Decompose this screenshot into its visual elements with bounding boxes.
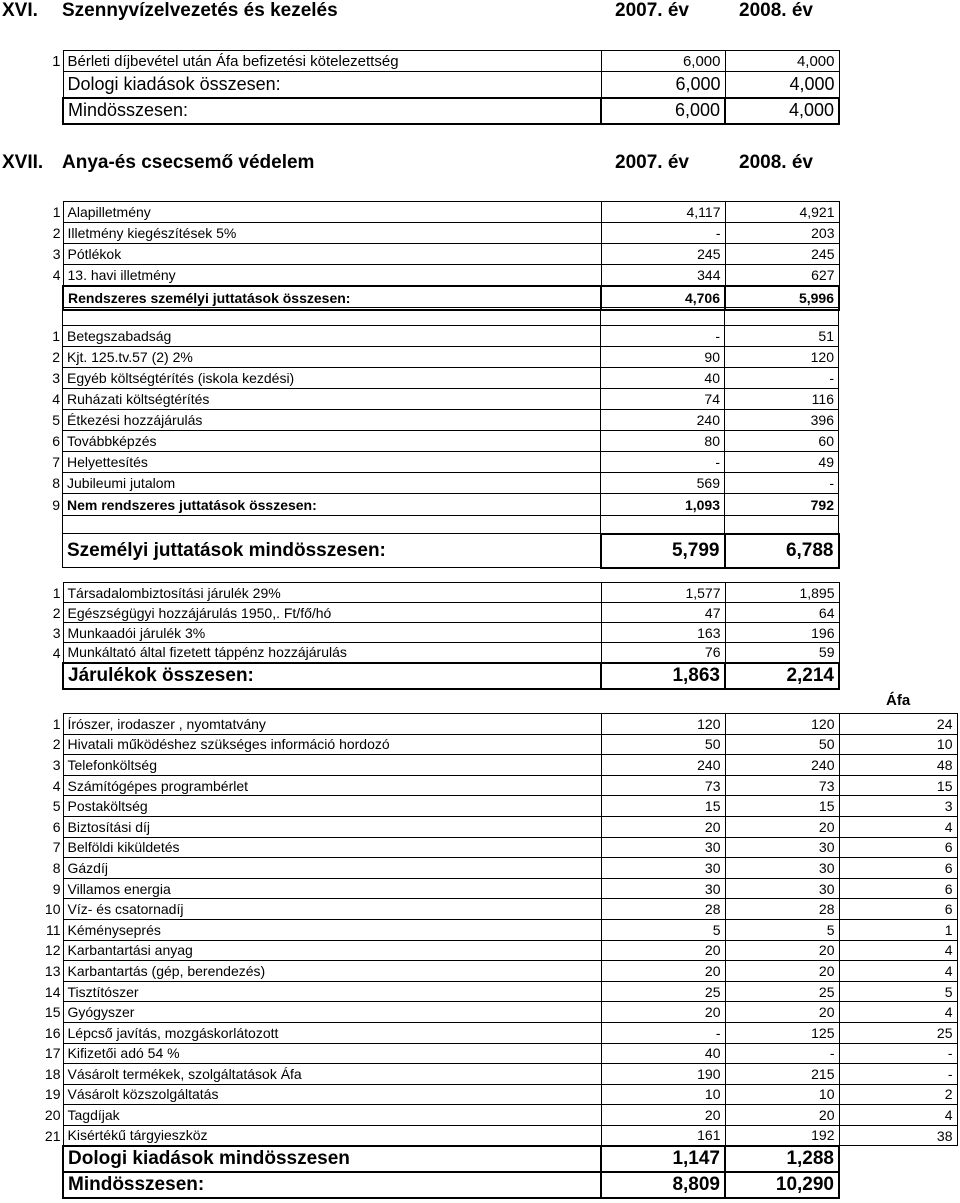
row-label: Belföldi kiküldetés: [63, 837, 601, 858]
value-afa: 4: [839, 940, 957, 961]
rendszeres-total-label: Rendszeres személyi juttatások összesen:: [63, 286, 601, 310]
table-row: [16, 940, 957, 961]
value-2008: 59: [725, 643, 839, 663]
value-2007: 30: [601, 837, 725, 858]
table-row: [16, 816, 957, 837]
value-2008: 64: [725, 603, 839, 623]
value-afa: 48: [839, 755, 957, 776]
row-label: Kjt. 125.tv.57 (2) 2%: [63, 347, 601, 368]
value-2008: -: [725, 368, 839, 389]
szemelyi-total-2008: 6,788: [725, 534, 839, 568]
row-number: 15: [44, 1004, 61, 1021]
value-2008: -: [725, 1043, 839, 1064]
row-label: Karbantartási anyag: [63, 940, 601, 961]
value-2008: 30: [725, 837, 839, 858]
row-number: 4: [52, 777, 61, 794]
row-label: Helyettesítés: [63, 452, 601, 473]
row-number: 14: [44, 983, 61, 1000]
row-label: Írószer, irodaszer , nyomtatvány: [63, 714, 601, 735]
value-2007: 73: [601, 775, 725, 796]
row-label: 13. havi illetmény: [63, 265, 601, 286]
value-2008: 30: [725, 858, 839, 879]
table-row: [16, 1064, 957, 1085]
value-2007: 90: [601, 347, 725, 368]
value-2007: 25: [601, 981, 725, 1002]
row-number: 3: [52, 370, 60, 386]
value-2008: 10: [725, 1084, 839, 1105]
value-2007: 15: [601, 796, 725, 817]
row-number: 21: [44, 1127, 61, 1144]
value-2007: 240: [601, 410, 725, 431]
table-row: [16, 410, 839, 431]
row-label: Kéményseprés: [63, 919, 601, 940]
row-label: Egyéb költségtérítés (iskola kezdési): [63, 368, 601, 389]
row-label: Kifizetői adó 54 %: [63, 1043, 601, 1064]
value-2007: 30: [601, 858, 725, 879]
row-number: 3: [52, 246, 61, 262]
value-2007: 74: [601, 389, 725, 410]
value-afa: 4: [839, 1002, 957, 1023]
szemelyi-total-label: Személyi juttatások mindösszesen:: [63, 534, 601, 568]
value-afa: 15: [839, 775, 957, 796]
value-2008: 30: [725, 878, 839, 899]
value-2007: 163: [601, 623, 725, 643]
dologi-total-2007: 1,147: [601, 1146, 725, 1172]
rendszeres-total-2007: 4,706: [601, 286, 725, 310]
value-2007: 344: [601, 265, 725, 286]
value-2007: 245: [601, 244, 725, 265]
row-label: Társadalombiztosítási járulék 29%: [63, 583, 601, 603]
value-2007: -: [601, 1022, 725, 1043]
table-row: [16, 1043, 957, 1064]
value-2007: 120: [601, 714, 725, 735]
jarulekok-total-label: Járulékok összesen:: [63, 663, 601, 689]
value-2007: 50: [601, 734, 725, 755]
table-row: [16, 1022, 957, 1043]
value-2008: 116: [725, 389, 839, 410]
value-2007: 20: [601, 816, 725, 837]
value-2007: 20: [601, 961, 725, 982]
value-afa: 6: [839, 858, 957, 879]
value-2007: 1,577: [601, 583, 725, 603]
table-row: [16, 878, 957, 899]
row-label: Vásárolt közszolgáltatás: [63, 1084, 601, 1105]
value-2008: 20: [725, 1002, 839, 1023]
szemelyi-total-2007: 5,799: [601, 534, 725, 568]
value-2008: 49: [725, 452, 839, 473]
value-2008: 627: [725, 265, 839, 286]
row-label: Kisértékű tárgyieszköz: [63, 1125, 601, 1146]
value-2008: 120: [725, 347, 839, 368]
value-afa: 4: [839, 1105, 957, 1126]
value-afa: 38: [839, 1125, 957, 1146]
row-label: Bérleti díjbevétel után Áfa befizetési kötelezettség: [63, 51, 601, 72]
table-row: [16, 265, 839, 286]
rendszeres-table: [16, 201, 840, 311]
section-16-year-2007: 2007. év: [615, 0, 689, 21]
row-number: 2: [52, 736, 61, 753]
value-afa: 6: [839, 899, 957, 920]
row-number: 7: [52, 454, 60, 470]
table-row: [16, 368, 839, 389]
row-number: 10: [44, 901, 61, 918]
row-label: Számítógépes programbérlet: [63, 775, 601, 796]
value-2008: 396: [725, 410, 839, 431]
table-row: [16, 961, 957, 982]
afa-header: Áfa: [886, 692, 911, 709]
value-afa: 4: [839, 816, 957, 837]
table-row: [16, 796, 957, 817]
value-2008: -: [725, 473, 839, 494]
table-row: [16, 1125, 957, 1146]
value-afa: 10: [839, 734, 957, 755]
row-number: 8: [52, 475, 60, 491]
jarulekok-total-2007: 1,863: [601, 663, 725, 689]
row-number: 1: [52, 715, 61, 732]
row-number: 12: [44, 942, 61, 959]
value-2007: 6,000: [601, 51, 725, 72]
value-2008: 4,921: [725, 202, 839, 223]
value-afa: 1: [839, 919, 957, 940]
row-number: 5: [52, 798, 61, 815]
row-label: Betegszabadság: [63, 326, 601, 347]
value-2007: 569: [601, 473, 725, 494]
mind-total-2007: 6,000: [601, 98, 725, 124]
value-2007: 10: [601, 1084, 725, 1105]
row-label: Tagdíjak: [63, 1105, 601, 1126]
row-number: 9: [52, 496, 60, 513]
value-2008: 203: [725, 223, 839, 244]
section-17-year-2008: 2008. év: [739, 152, 813, 173]
row-label: Vásárolt termékek, szolgáltatások Áfa: [63, 1064, 601, 1085]
value-afa: 6: [839, 837, 957, 858]
value-2008: 25: [725, 981, 839, 1002]
row-label: Hivatali működéshez szükséges információ hordozó: [63, 734, 601, 755]
value-2008: 4,000: [725, 51, 839, 72]
value-afa: -: [839, 1064, 957, 1085]
table-row: [16, 1105, 957, 1126]
row-number: 6: [52, 433, 60, 449]
dologi-total-label: Dologi kiadások összesen:: [63, 72, 601, 98]
row-label: Gyógyszer: [63, 1002, 601, 1023]
row-number: 4: [52, 391, 60, 407]
value-afa: 4: [839, 961, 957, 982]
row-number: 2: [52, 225, 61, 241]
value-2008: 28: [725, 899, 839, 920]
table-row: [16, 981, 957, 1002]
value-2008: 60: [725, 431, 839, 452]
row-label: Karbantartás (gép, berendezés): [63, 961, 601, 982]
table-row: [16, 899, 957, 920]
value-afa: 24: [839, 714, 957, 735]
table-row: [16, 623, 839, 643]
table-row: [16, 755, 957, 776]
value-2008: 73: [725, 775, 839, 796]
row-label: Villamos energia: [63, 878, 601, 899]
value-2007: 40: [601, 368, 725, 389]
value-2007: 28: [601, 899, 725, 920]
table-row: [16, 1002, 957, 1023]
row-number: 11: [45, 921, 61, 938]
row-number: 13: [44, 962, 61, 979]
dologi-total-label: Dologi kiadások mindösszesen: [63, 1146, 601, 1172]
value-2008: 20: [725, 940, 839, 961]
row-number: 4: [52, 267, 61, 283]
row-label: Továbbképzés: [63, 431, 601, 452]
section-16-number: XVI.: [2, 0, 38, 21]
value-2008: 51: [725, 326, 839, 347]
row-number: 1: [52, 204, 61, 220]
value-2007: 80: [601, 431, 725, 452]
value-2008: 196: [725, 623, 839, 643]
table-row: [16, 734, 957, 755]
row-number: 6: [52, 818, 61, 835]
row-number: 1: [52, 52, 61, 70]
row-number: 16: [44, 1024, 61, 1041]
table-row: [16, 452, 839, 473]
table-row: [16, 202, 839, 223]
row-number: 3: [52, 756, 61, 773]
row-number: 5: [52, 412, 60, 428]
value-afa: 6: [839, 878, 957, 899]
value-2008: 120: [725, 714, 839, 735]
value-2008: 215: [725, 1064, 839, 1085]
section-16-title: Szennyvízelvezetés és kezelés: [62, 0, 338, 21]
row-label: Telefonköltség: [63, 755, 601, 776]
row-number: 20: [44, 1107, 61, 1124]
table-row: [16, 72, 839, 98]
table-row: [16, 714, 957, 735]
table-row: [16, 347, 839, 368]
table-row: [16, 643, 839, 663]
section-16-table: [16, 50, 840, 125]
table-row: [16, 534, 839, 568]
row-number: 9: [52, 880, 61, 897]
section-16-year-2008: 2008. év: [739, 0, 813, 21]
row-label: Alapilletmény: [63, 202, 601, 223]
value-2008: 1,895: [725, 583, 839, 603]
row-number: 18: [44, 1065, 61, 1082]
table-row: [16, 603, 839, 623]
row-number: 8: [52, 859, 61, 876]
row-number: 2: [52, 349, 60, 365]
row-label: Tisztítószer: [63, 981, 601, 1002]
row-label: Illetmény kiegészítések 5%: [63, 223, 601, 244]
table-row: [16, 326, 839, 347]
row-label: Lépcső javítás, mozgáskorlátozott: [63, 1022, 601, 1043]
nemrendszeres-total-2008: 792: [725, 494, 839, 516]
mind-total-label: Mindösszesen:: [63, 98, 601, 124]
value-afa: -: [839, 1043, 957, 1064]
section-17-title: Anya-és csecsemő védelem: [62, 152, 315, 173]
table-row: [16, 837, 957, 858]
row-number: 3: [52, 624, 61, 641]
row-label: Víz- és csatornadíj: [63, 899, 601, 920]
table-row: [16, 244, 839, 265]
table-row: [16, 98, 839, 124]
mind-total-label: Mindösszesen:: [63, 1172, 601, 1198]
table-row: [16, 516, 839, 534]
table-row: [16, 473, 839, 494]
row-number: 2: [52, 604, 61, 621]
table-row: [16, 1146, 957, 1172]
value-2007: 5: [601, 919, 725, 940]
table-row: [16, 286, 839, 310]
row-number: 1: [52, 328, 60, 344]
row-number: 4: [52, 644, 61, 661]
value-2007: 190: [601, 1064, 725, 1085]
table-row: [16, 858, 957, 879]
value-2007: 20: [601, 1002, 725, 1023]
value-2007: 20: [601, 1105, 725, 1126]
value-2008: 240: [725, 755, 839, 776]
section-17-number: XVII.: [2, 152, 44, 173]
nemrendszeres-table: [16, 307, 840, 569]
row-label: Ruházati költségtérítés: [63, 389, 601, 410]
table-row: [16, 1172, 957, 1198]
value-2008: 125: [725, 1022, 839, 1043]
row-label: Gázdíj: [63, 858, 601, 879]
value-afa: 3: [839, 796, 957, 817]
dologi-table: [16, 713, 958, 1199]
value-2007: 76: [601, 643, 725, 663]
mind-total-2008: 4,000: [725, 98, 839, 124]
row-label: Postaköltség: [63, 796, 601, 817]
value-2007: 20: [601, 940, 725, 961]
row-number: 7: [52, 839, 61, 856]
dologi-total-2008: 4,000: [725, 72, 839, 98]
row-number: 17: [44, 1045, 61, 1062]
value-2007: 40: [601, 1043, 725, 1064]
row-label: Egészségügyi hozzájárulás 1950,. Ft/fő/hó: [63, 603, 601, 623]
table-row: [16, 1084, 957, 1105]
row-label: Biztosítási díj: [63, 816, 601, 837]
table-row: [16, 431, 839, 452]
value-2007: -: [601, 326, 725, 347]
value-2007: 240: [601, 755, 725, 776]
mind-total-2008: 10,290: [725, 1172, 839, 1198]
value-afa: 2: [839, 1084, 957, 1105]
dologi-total-2008: 1,288: [725, 1146, 839, 1172]
table-row: [16, 583, 839, 603]
table-row: [16, 223, 839, 244]
value-2008: 20: [725, 816, 839, 837]
value-afa: 5: [839, 981, 957, 1002]
row-label: Munkaadói járulék 3%: [63, 623, 601, 643]
row-number: 1: [52, 584, 61, 601]
dologi-total-2007: 6,000: [601, 72, 725, 98]
value-2008: 192: [725, 1125, 839, 1146]
nemrendszeres-total-label: Nem rendszeres juttatások összesen:: [63, 494, 601, 516]
table-row: [16, 389, 839, 410]
value-2008: 245: [725, 244, 839, 265]
section-17-year-2007: 2007. év: [615, 152, 689, 173]
value-2008: 20: [725, 1105, 839, 1126]
row-label: Jubileumi jutalom: [63, 473, 601, 494]
row-label: Pótlékok: [63, 244, 601, 265]
value-2008: 50: [725, 734, 839, 755]
value-2007: -: [601, 223, 725, 244]
value-2008: 15: [725, 796, 839, 817]
table-row: [16, 51, 839, 72]
value-afa: 25: [839, 1022, 957, 1043]
value-2007: 4,117: [601, 202, 725, 223]
row-label: Étkezési hozzájárulás: [63, 410, 601, 431]
row-number: 19: [44, 1086, 61, 1103]
value-2007: 161: [601, 1125, 725, 1146]
rendszeres-total-2008: 5,996: [725, 286, 839, 310]
value-2008: 20: [725, 961, 839, 982]
jarulekok-table: [16, 582, 840, 690]
table-row: [16, 919, 957, 940]
value-2007: -: [601, 452, 725, 473]
value-2007: 47: [601, 603, 725, 623]
row-label: Munkáltató által fizetett táppénz hozzájárulás: [63, 643, 601, 663]
nemrendszeres-total-2007: 1,093: [601, 494, 725, 516]
table-row: [16, 663, 839, 689]
table-row: [16, 308, 839, 326]
jarulekok-total-2008: 2,214: [725, 663, 839, 689]
table-row: [16, 775, 957, 796]
value-2008: 5: [725, 919, 839, 940]
mind-total-2007: 8,809: [601, 1172, 725, 1198]
table-row: [16, 494, 839, 516]
value-2007: 30: [601, 878, 725, 899]
